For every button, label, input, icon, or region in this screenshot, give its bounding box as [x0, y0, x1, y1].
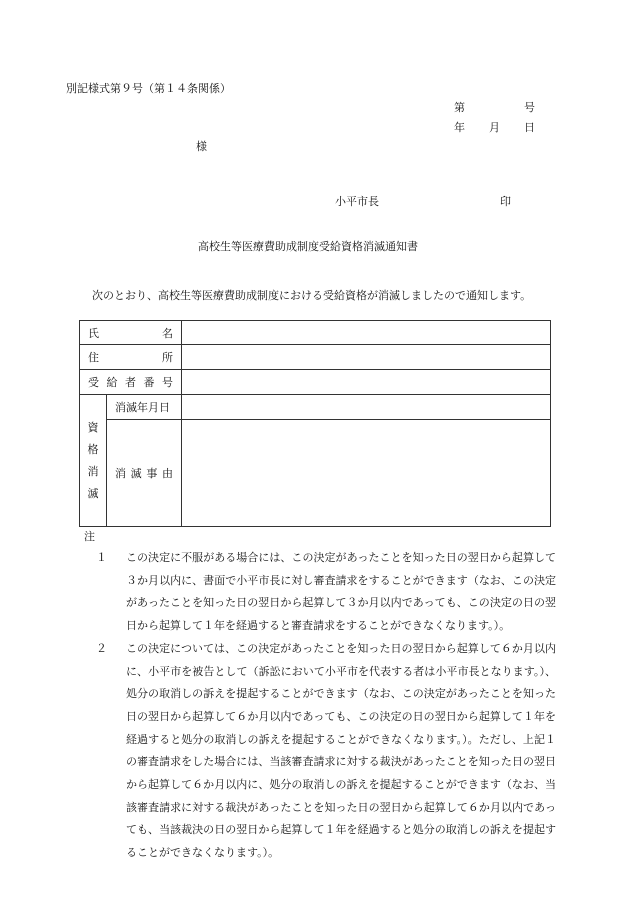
row-address	[80, 345, 551, 370]
recipient-number-label-char: 者	[125, 376, 136, 389]
recipient-number-label-cell	[80, 370, 182, 395]
address-label-cell	[80, 345, 182, 370]
loss-reason-label-char: 滅	[130, 467, 142, 480]
row-expiry-date	[80, 395, 551, 420]
qualification-loss-char: 格	[87, 442, 99, 456]
name-label-char: 氏	[88, 326, 99, 340]
intro-text: 次のとおり、高校生等医療費助成制度における受給資格が消滅しましたので通知します。	[92, 289, 532, 302]
name-label-char: 名	[162, 326, 173, 340]
loss-reason-label-char: 事	[146, 467, 158, 480]
expiry-date-label: 消滅年月日	[107, 395, 182, 420]
note-item	[96, 638, 556, 865]
date-day: 日	[524, 121, 535, 134]
recipient-number-label-char: 番	[143, 376, 155, 389]
recipient-number-label-char: 給	[106, 376, 118, 389]
address-label-char: 住	[88, 351, 99, 364]
qualification-loss-label	[80, 395, 107, 527]
loss-reason-label-char: 由	[161, 467, 173, 480]
row-recipient-number	[80, 370, 551, 395]
loss-reason-field[interactable]	[182, 420, 551, 527]
issuer-name: 小平市長	[335, 195, 379, 208]
form-table	[79, 320, 551, 527]
date-month: 月	[489, 121, 500, 134]
recipient-number-label-char: 受	[88, 376, 99, 389]
row-name	[80, 321, 551, 345]
note-number: ２	[96, 641, 107, 655]
form-label: 別記様式第９号（第１４条関係）	[66, 82, 231, 95]
note-text: この決定に不服がある場合には、この決定があったことを知った日の翌日から起算して３か月以内に、書面で小平市長に対し審査請求をすることができます（なお、この決定があったことを知った日の翌日から起算して３か月以内であっても、この決定の日の翌日から起算して１年を経過すると審査請求をすることができなくなります。）。	[126, 551, 556, 633]
number-prefix: 第	[454, 101, 465, 114]
expiry-date-field[interactable]	[182, 395, 551, 420]
date-year: 年	[454, 121, 465, 134]
note-text: この決定については、この決定があったことを知った日の翌日から起算して６か月以内に、小平市を被告として（訴訟において小平市を代表する者は小平市長となります。）、処分の取消しの訴えを提起することができます（なお、この決定があったことを知った日の翌日から起算して６か月以内であっても、この決定の日の翌日から起算して１年を経過すると処分の取消しの訴えを提起することができなくなります。）。ただし、上記１の審査請求をした場合には、当該審査請求に対する裁決があったことを知った日の翌日から起算して６か月以内に、処分の取消しの訴えを提起することができます（なお、当該審査請求に対する裁決があったことを知った日の翌日から起算して６か月以内であっても、当該裁決の日の翌日から起算して１年を経過すると処分の取消しの訴えを提起することができなくなります。）。	[126, 641, 556, 860]
recipient-number-field[interactable]	[182, 370, 551, 395]
notes-heading: 注	[84, 530, 95, 543]
addressee-suffix: 様	[196, 140, 207, 153]
qualification-loss-char: 消	[87, 464, 99, 478]
note-item	[96, 547, 556, 638]
address-label-char: 所	[162, 351, 173, 364]
document-title: 高校生等医療費助成制度受給資格消滅通知書	[198, 240, 418, 253]
loss-reason-label-cell	[107, 420, 182, 527]
number-suffix: 号	[524, 101, 535, 114]
notes-list	[96, 547, 556, 865]
qualification-loss-char: 滅	[87, 486, 99, 500]
note-number: １	[96, 551, 107, 564]
row-loss-reason	[80, 420, 551, 527]
recipient-number-label-char: 号	[162, 376, 173, 389]
name-field[interactable]	[182, 321, 551, 345]
qualification-loss-char: 資	[87, 420, 99, 434]
seal-mark: 印	[500, 195, 511, 208]
address-field[interactable]	[182, 345, 551, 370]
loss-reason-label-char: 消	[115, 467, 126, 480]
name-label-cell	[80, 321, 182, 345]
